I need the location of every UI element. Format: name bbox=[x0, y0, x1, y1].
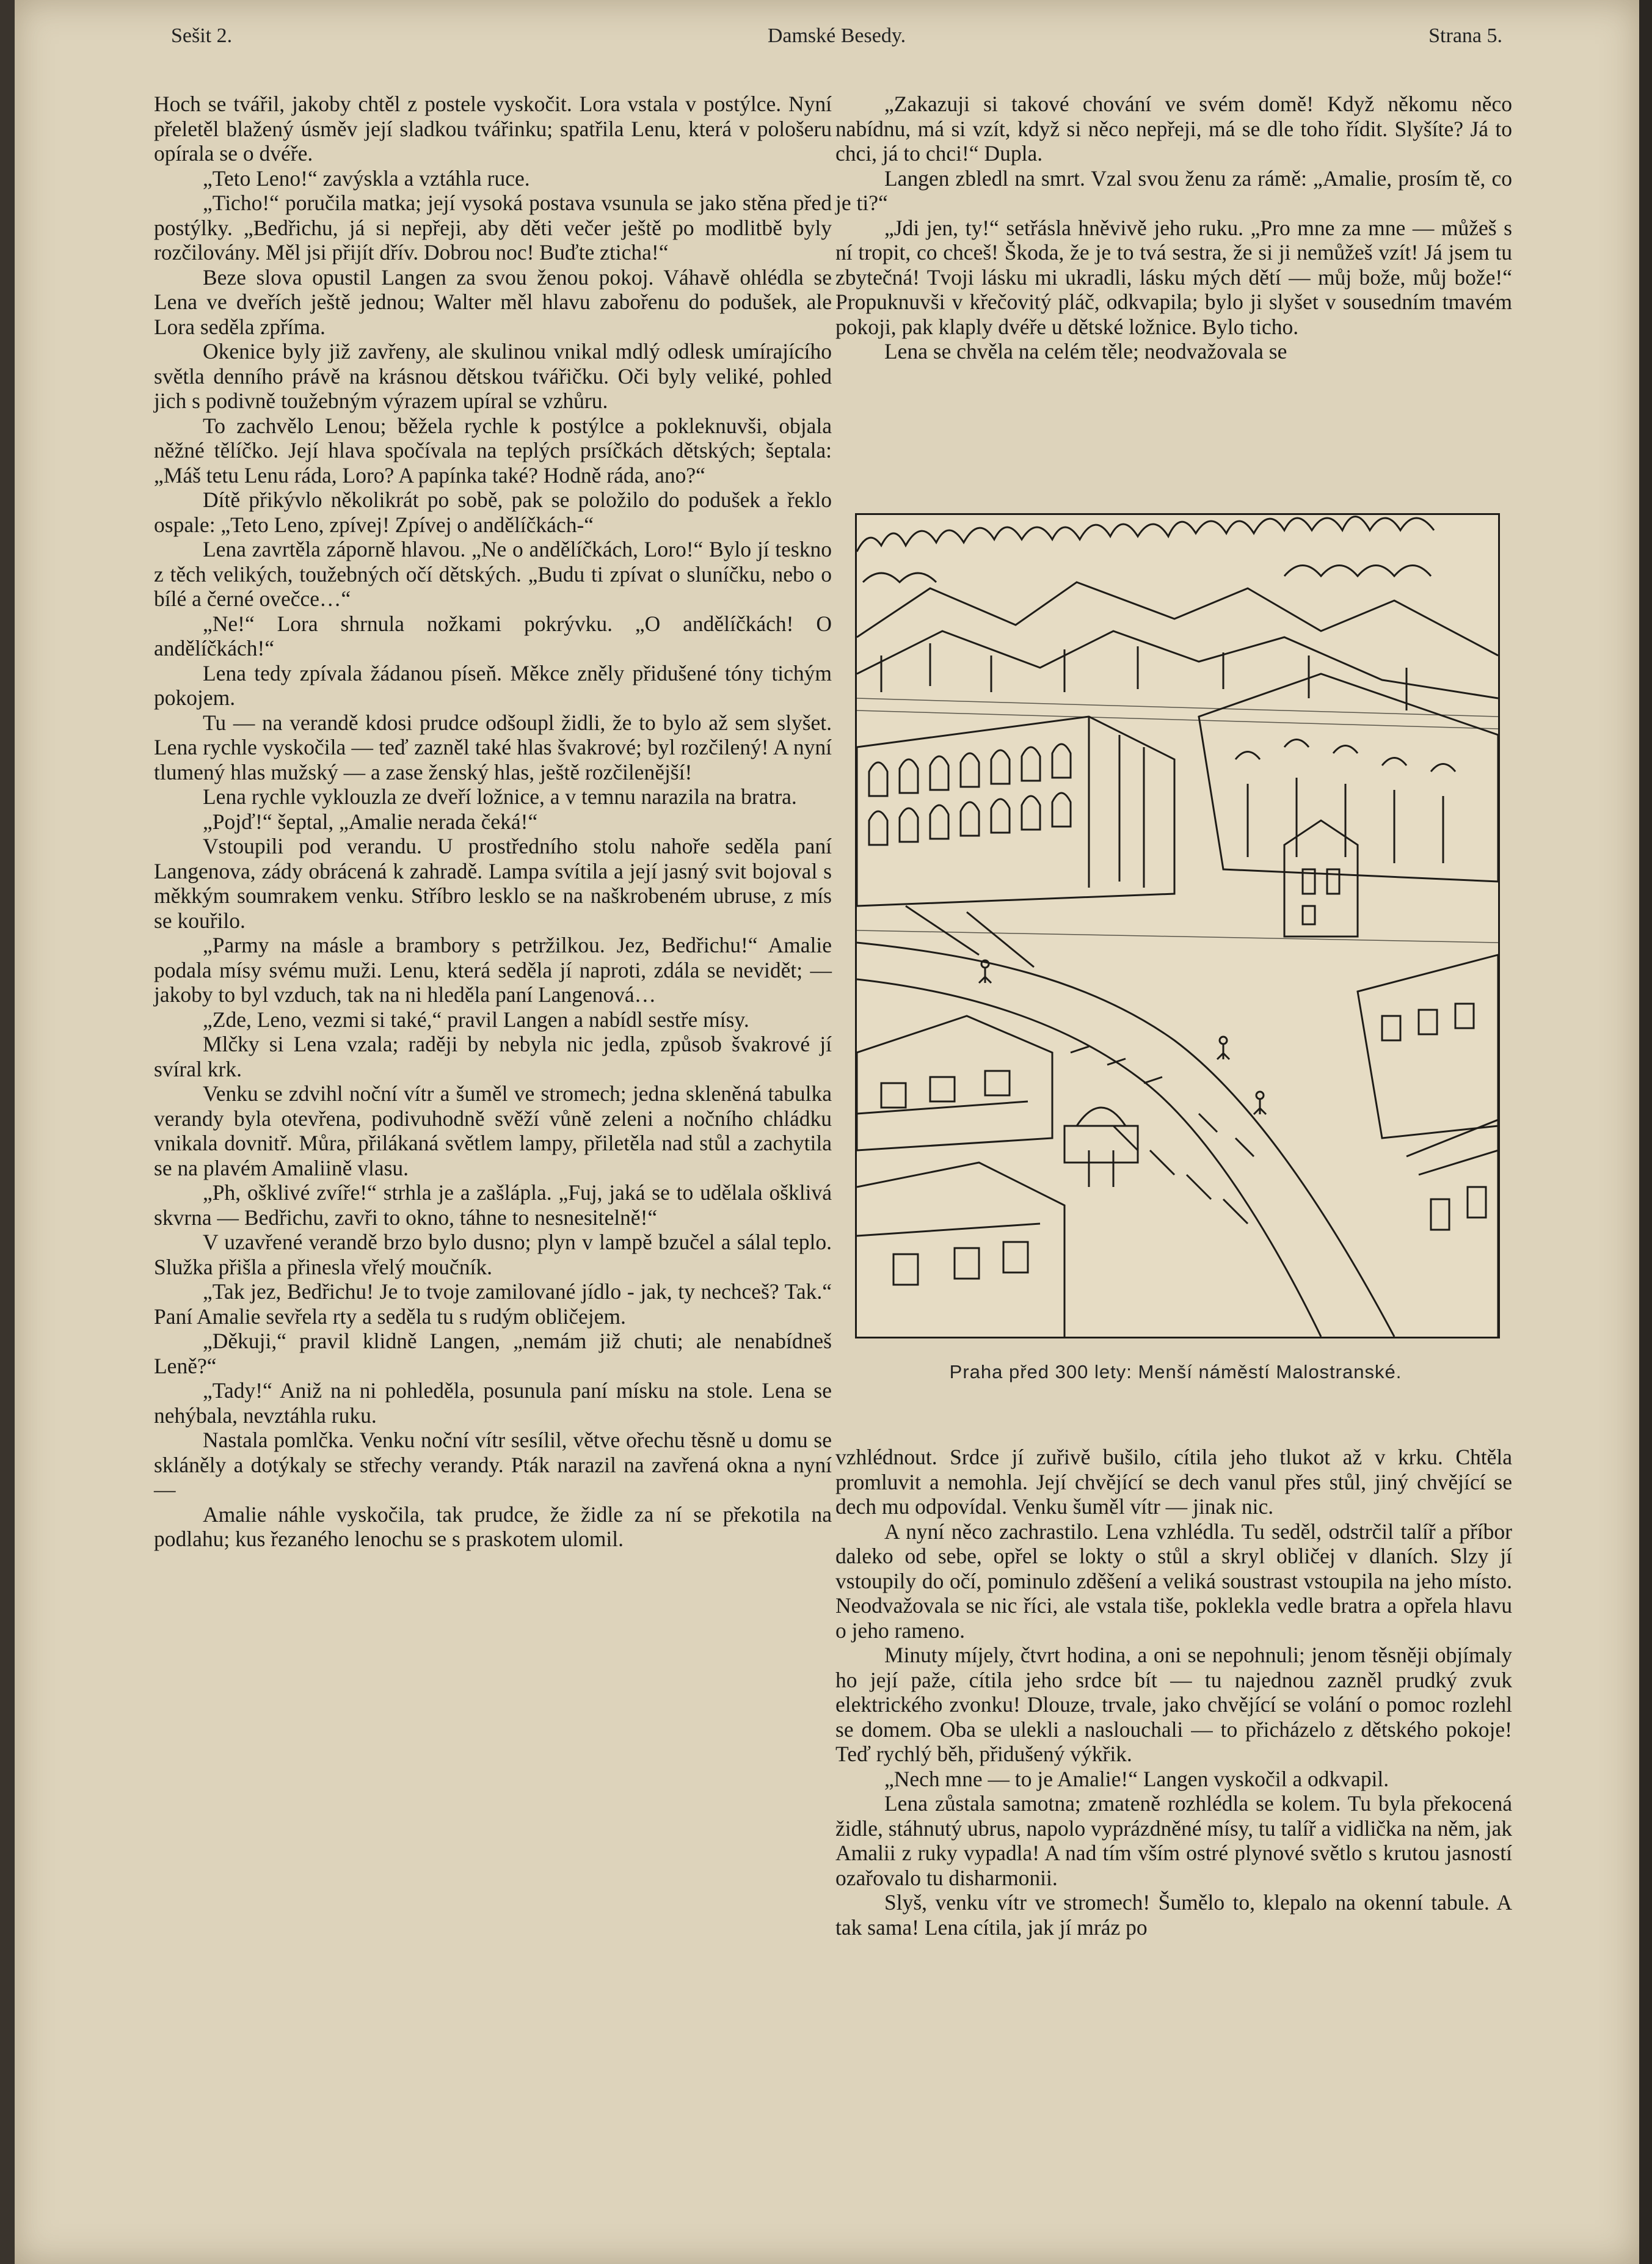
paragraph: Lena tedy zpívala žádanou píseň. Měkce zněly přidušené tóny tichým pokojem. bbox=[154, 660, 832, 710]
paragraph: „Ne!“ Lora shrnula nožkami pokrývku. „O andělíčkách! O andělíčkách!“ bbox=[154, 611, 832, 660]
paragraph: „Teto Leno!“ zavýskla a vztáhla ruce. bbox=[203, 166, 530, 191]
paragraph: „Děkuji,“ pravil klidně Langen, „nemám již chuti; ale nenabídneš Leně?“ bbox=[154, 1329, 832, 1378]
page-number: Strana 5. bbox=[1428, 24, 1502, 47]
paragraph: „Ph, ošklivé zvíře!“ strhla je a zašlápla. „Fuj, jaká se to udělala ošklivá skvrna — Bedřichu, zavři to okno, táhne to nesnesitelně!“ bbox=[154, 1180, 832, 1230]
paragraph: Amalie náhle vyskočila, tak prudce, že židle za ní se překotila na podlahu; kus řezaného lenochu se s praskotem ulomil. bbox=[154, 1502, 832, 1551]
paragraph: Beze slova opustil Langen za svou ženou pokoj. Váhavě ohlédla se Lena ve dveřích ještě jednou; Walter měl hlavu zabořenu do podušek, ale Lora seděla zpříma. bbox=[154, 265, 832, 339]
paragraph: „Nech mne — to je Amalie!“ Langen vyskočil a odkvapil. bbox=[884, 1766, 1389, 1791]
paragraph: „Tak jez, Bedřichu! Je to tvoje zamilované jídlo - jak, ty nechceš? Tak.“ Paní Amalie sevřela rty a seděla tu s rudým obličejem. bbox=[154, 1279, 832, 1329]
page-header bbox=[171, 24, 1502, 61]
paragraph: Hoch se tvářil, jakoby chtěl z postele vyskočit. Lora vstala v postýlce. Nyní přeletěl blažený úsměv její sladkou tvářinku; spatřila Lenu, která v pološeru opírala se o dvéře. bbox=[154, 92, 832, 166]
paragraph: Lena zavrtěla záporně hlavou. „Ne o andělíčkách, Loro!“ Bylo jí teskno z těch velikých, toužebných očí dětských. „Budu ti zpívat o sluníčku, nebo o bílé a černé ovečce…“ bbox=[154, 537, 832, 611]
paragraph: Okenice byly již zavřeny, ale skulinou vnikal mdlý odlesk umírajícího světla denního právě na krásnou dětskou tvářičku. Oči byly veliké, pohled jich s podivně toužebným výrazem upíral se vzhůru. bbox=[154, 339, 832, 413]
paragraph: To zachvělo Lenou; běžela rychle k postýlce a pokleknuvši, objala něžné tělíčko. Její hlava spočívala na teplých prsíčkách dětských; šeptala: „Máš tetu Lenu ráda, Loro? A papínka také? Hodně ráda, ano?“ bbox=[154, 413, 832, 487]
book-spine bbox=[0, 0, 15, 2264]
illustration-prague-square bbox=[855, 513, 1500, 1338]
paragraph: Dítě přikývlo několikrát po sobě, pak se položilo do podušek a řeklo ospale: „Teto Leno, zpívej! Zpívej o andělíčkách-“ bbox=[154, 487, 832, 537]
paragraph: Lena se chvěla na celém těle; neodvažovala se bbox=[884, 339, 1287, 363]
paragraph: „Pojď!“ šeptal, „Amalie nerada čeká!“ bbox=[203, 809, 538, 834]
paragraph: Vstoupili pod verandu. U prostředního stolu nahoře seděla paní Langenova, zády obrácená k zahradě. Lampa svítila a její jasný svit bojoval s měkkým soumrakem venku. Stříbro lesklo se na naškrobeném ubruse, z mís se kouřilo. bbox=[154, 834, 832, 933]
paragraph: „Tady!“ Aniž na ni pohleděla, posunula paní mísku na stole. Lena se nehýbala, nevztáhla ruku. bbox=[154, 1378, 832, 1428]
illustration-caption: Praha před 300 lety: Menší náměstí Malostranské. bbox=[949, 1361, 1402, 1382]
paragraph: Minuty míjely, čtvrt hodina, a oni se nepohnuli; jenom těsněji objímaly ho její paže, cítila jeho srdce bít — tu najednou zazněl prudký zvuk elektrického zvonku! Dlouze, trvale, jako chvějící se volání o pomoc rozlehl se domem. Oba se ulekli a naslouchali — to přicházelo z dětského pokoje! Teď rychlý běh, přidušený výkřik. bbox=[835, 1643, 1512, 1766]
paragraph: Lena zůstala samotna; zmateně rozhlédla se kolem. Tu byla překocená židle, stáhnutý ubrus, napolo vyprázdněné mísy, tu talíř a vidlička na něm, jak Amalii z ruky vypadla! A nad tím vším ostré plynové světlo s krutou jasností ozařovalo tu disharmonii. bbox=[835, 1791, 1512, 1890]
paragraph: V uzavřené verandě brzo bylo dusno; plyn v lampě bzučel a sálal teplo. Služka přišla a přinesla vřelý moučník. bbox=[154, 1230, 832, 1279]
paragraph: „Zde, Leno, vezmi si také,“ pravil Langen a nabídl sestře mísy. bbox=[203, 1007, 749, 1032]
right-column-top bbox=[835, 92, 1512, 364]
paragraph: „Parmy na másle a brambory s petržilkou. Jez, Bedřichu!“ Amalie podala mísy svému muži. Lenu, která seděla jí naproti, zdála se nevidět; — jakoby to byl vzduch, tak na ni hleděla paní Langenová… bbox=[154, 933, 832, 1007]
magazine-title: Damské Besedy. bbox=[767, 24, 906, 47]
issue-number: Sešit 2. bbox=[171, 24, 233, 47]
paragraph: „Ticho!“ poručila matka; její vysoká postava vsunula se jako stěna před postýlky. „Bedřichu, já si nepřeji, aby děti večer ještě po modlitbě byly rozčilovány. Měl jsi přijít dřív. Dobrou noc! Buďte zticha!“ bbox=[154, 191, 832, 265]
paragraph: vzhlédnout. Srdce jí zuřivě bušilo, cítila jeho tlukot až v krku. Chtěla promluvit a nemohla. Její chvějící se dech vanul přes stůl, jiný chvějící se dech mu odpovídal. Venku šuměl vítr — jinak nic. bbox=[835, 1445, 1512, 1519]
paragraph: Tu — na verandě kdosi prudce odšoupl židli, že to bylo až sem slyšet. Lena rychle vyskočila — teď zazněl také hlas švakrové; byl rozčilený! A nyní tlumený hlas mužský — a zase ženský hlas, ještě rozčilenější! bbox=[154, 710, 832, 784]
paragraph: Lena rychle vyklouzla ze dveří ložnice, a v temnu narazila na bratra. bbox=[203, 784, 797, 809]
paragraph: Slyš, venku vítr ve stromech! Šumělo to, klepalo na okenní tabule. A tak sama! Lena cítila, jak jí mráz po bbox=[835, 1890, 1512, 1940]
right-column-bottom bbox=[835, 1445, 1512, 1940]
paragraph: Mlčky si Lena vzala; raději by nebyla nic jedla, způsob švakrové jí svíral krk. bbox=[154, 1032, 832, 1081]
line-drawing bbox=[857, 515, 1498, 1337]
paragraph: „Jdi jen, ty!“ setřásla hněvivě jeho ruku. „Pro mne za mne — můžeš s ní tropit, co chceš! Škoda, že je to tvá sestra, že si ji nemůžeš vzít! Já jsem tu zbytečná! Tvoji lásku mi ukradli, lásku mých dětí — můj bože, můj bože!“ Propuknuvši v křečovitý pláč, odkvapila; bylo ji slyšet v sousedním tmavém pokoji, pak klaply dvéře u dětské ložnice. Bylo ticho. bbox=[835, 215, 1512, 339]
left-column bbox=[154, 92, 832, 1552]
paragraph: „Zakazuji si takové chování ve svém domě! Když někomu něco nabídnu, má si vzít, když si něco nepřeji, má se dle toho řídit. Slyšíte? Já to chci, já to chci!“ Dupla. bbox=[835, 92, 1512, 166]
paragraph: A nyní něco zachrastilo. Lena vzhlédla. Tu seděl, odstrčil talíř a příbor daleko od sebe, opřel se lokty o stůl a skryl obličej v dlaních. Slzy jí vstoupily do očí, pominulo zděšení a veliká soustrast vstoupila na jeho místo. Neodvažovala se nic říci, ale vstala tiše, poklekla vedle bratra a opřela hlavu o jeho rameno. bbox=[835, 1519, 1512, 1643]
paragraph: Nastala pomlčka. Venku noční vítr sesílil, větve ořechu těsně u domu se skláněly a dotýkaly se střechy verandy. Pták narazil na zavřená okna a nyní — bbox=[154, 1428, 832, 1502]
paragraph: Venku se zdvihl noční vítr a šuměl ve stromech; jedna skleněná tabulka verandy byla otevřena, podivuhodně svěží vůně zeleni a nočního chládku vnikala dovnitř. Můra, přilákaná světlem lampy, přiletěla nad stůl a zachytila se na plavém Amaliině vlasu. bbox=[154, 1081, 832, 1180]
paragraph: Langen zbledl na smrt. Vzal svou ženu za rámě: „Amalie, prosím tě, co je ti?“ bbox=[835, 166, 1512, 215]
